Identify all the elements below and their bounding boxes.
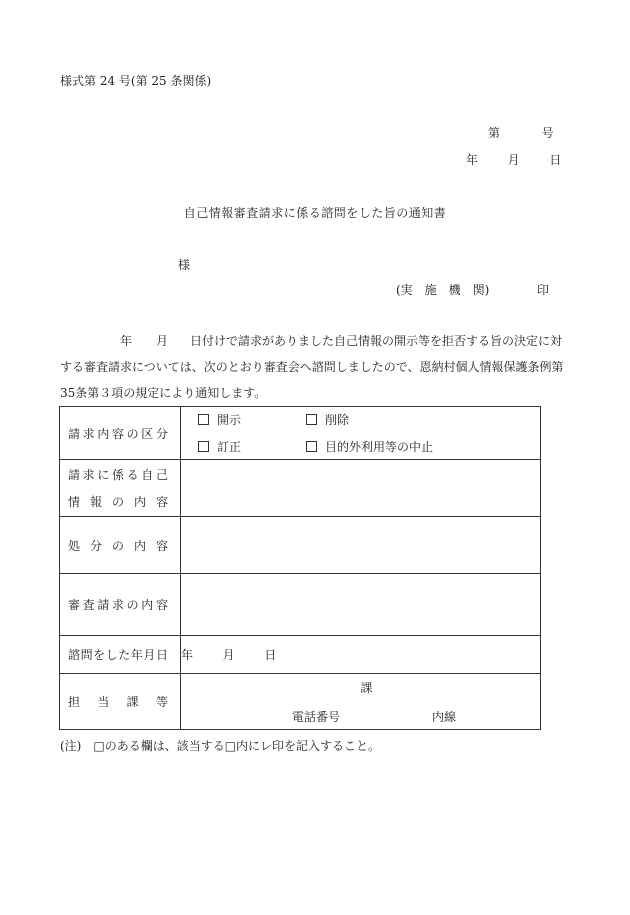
notice-body <box>60 328 572 406</box>
body-month: 月 <box>156 334 169 348</box>
row-consult-date <box>60 636 541 674</box>
checkbox-correction[interactable] <box>198 441 209 452</box>
addressee-suffix: 様 <box>178 258 191 272</box>
row-contact <box>60 674 541 730</box>
number-suffix: 号 <box>541 126 554 140</box>
contact-label-cell <box>60 674 181 730</box>
consult-date-label: 諮 問 を し た 年 月 日 <box>68 648 168 662</box>
date-month: 月 <box>507 153 520 167</box>
option-deletion[interactable] <box>306 411 446 428</box>
option-correction-label: 訂正 <box>217 440 242 454</box>
option-disclosure[interactable] <box>198 411 306 428</box>
appeal-field[interactable] <box>181 574 541 636</box>
row-related-info <box>60 460 541 517</box>
extension-label: 内線 <box>432 709 457 724</box>
request-type-label: 請 求 内 容 の 区 分 <box>68 426 168 441</box>
request-type-label-cell <box>60 407 181 460</box>
document-number <box>488 124 554 141</box>
disposition-label-cell <box>60 517 181 574</box>
related-info-label-line2: 情 報 の 内 容 <box>68 495 168 509</box>
option-deletion-label: 削除 <box>325 413 350 427</box>
checkbox-disclosure[interactable] <box>198 414 209 425</box>
checkbox-stop-use[interactable] <box>306 441 317 452</box>
checkbox-deletion[interactable] <box>306 414 317 425</box>
disposition-label: 処 分 の 内 容 <box>68 538 168 553</box>
document-title: 自己情報審査請求に係る諮問をした旨の通知書 <box>183 206 447 220</box>
form-number-label: 様式第 24 号(第 25 条関係) <box>60 74 212 88</box>
contact-label: 担 当 課 等 <box>68 695 168 709</box>
appeal-label: 審 査 請 求 の 内 容 <box>68 598 168 612</box>
contact-field <box>181 674 541 730</box>
section-label: 課 <box>360 680 373 695</box>
date-year: 年 <box>466 153 479 167</box>
row-request-type <box>60 407 541 460</box>
request-type-options <box>181 407 541 460</box>
number-prefix: 第 <box>488 126 501 140</box>
body-year: 年 <box>120 334 133 348</box>
phone-label: 電話番号 <box>292 709 341 724</box>
related-info-field[interactable] <box>181 460 541 517</box>
implementing-organization: (実 施 機 関) <box>396 283 490 297</box>
row-appeal <box>60 574 541 636</box>
option-stop-use-label: 目的外利用等の中止 <box>325 440 434 454</box>
related-info-label-cell <box>60 460 181 517</box>
consult-year: 年 <box>181 648 194 662</box>
body-text: 日付けで請求がありました自己情報の開示等を拒否する旨の決定に対する審査請求については、次のとおり審査会へ諮問しましたので、恩納村個人情報保護条例第35条第３項の規定により通知します。 <box>60 334 564 400</box>
option-disclosure-label: 開示 <box>217 413 242 427</box>
consult-date-label-cell <box>60 636 181 674</box>
consult-date-field[interactable] <box>181 636 541 674</box>
appeal-label-cell <box>60 574 181 636</box>
document-date <box>466 151 562 168</box>
option-stop-use[interactable] <box>306 438 446 455</box>
row-disposition <box>60 517 541 574</box>
seal-mark: 印 <box>537 283 550 297</box>
related-info-label-line1: 請 求 に 係 る 自 己 <box>68 468 168 482</box>
option-correction[interactable] <box>198 438 306 455</box>
consult-month: 月 <box>222 648 235 662</box>
request-detail-table <box>59 406 541 730</box>
footnote: (注) □のある欄は、該当する□内にレ印を記入すること。 <box>60 739 381 753</box>
date-day: 日 <box>549 153 562 167</box>
disposition-field[interactable] <box>181 517 541 574</box>
consult-day: 日 <box>264 648 277 662</box>
